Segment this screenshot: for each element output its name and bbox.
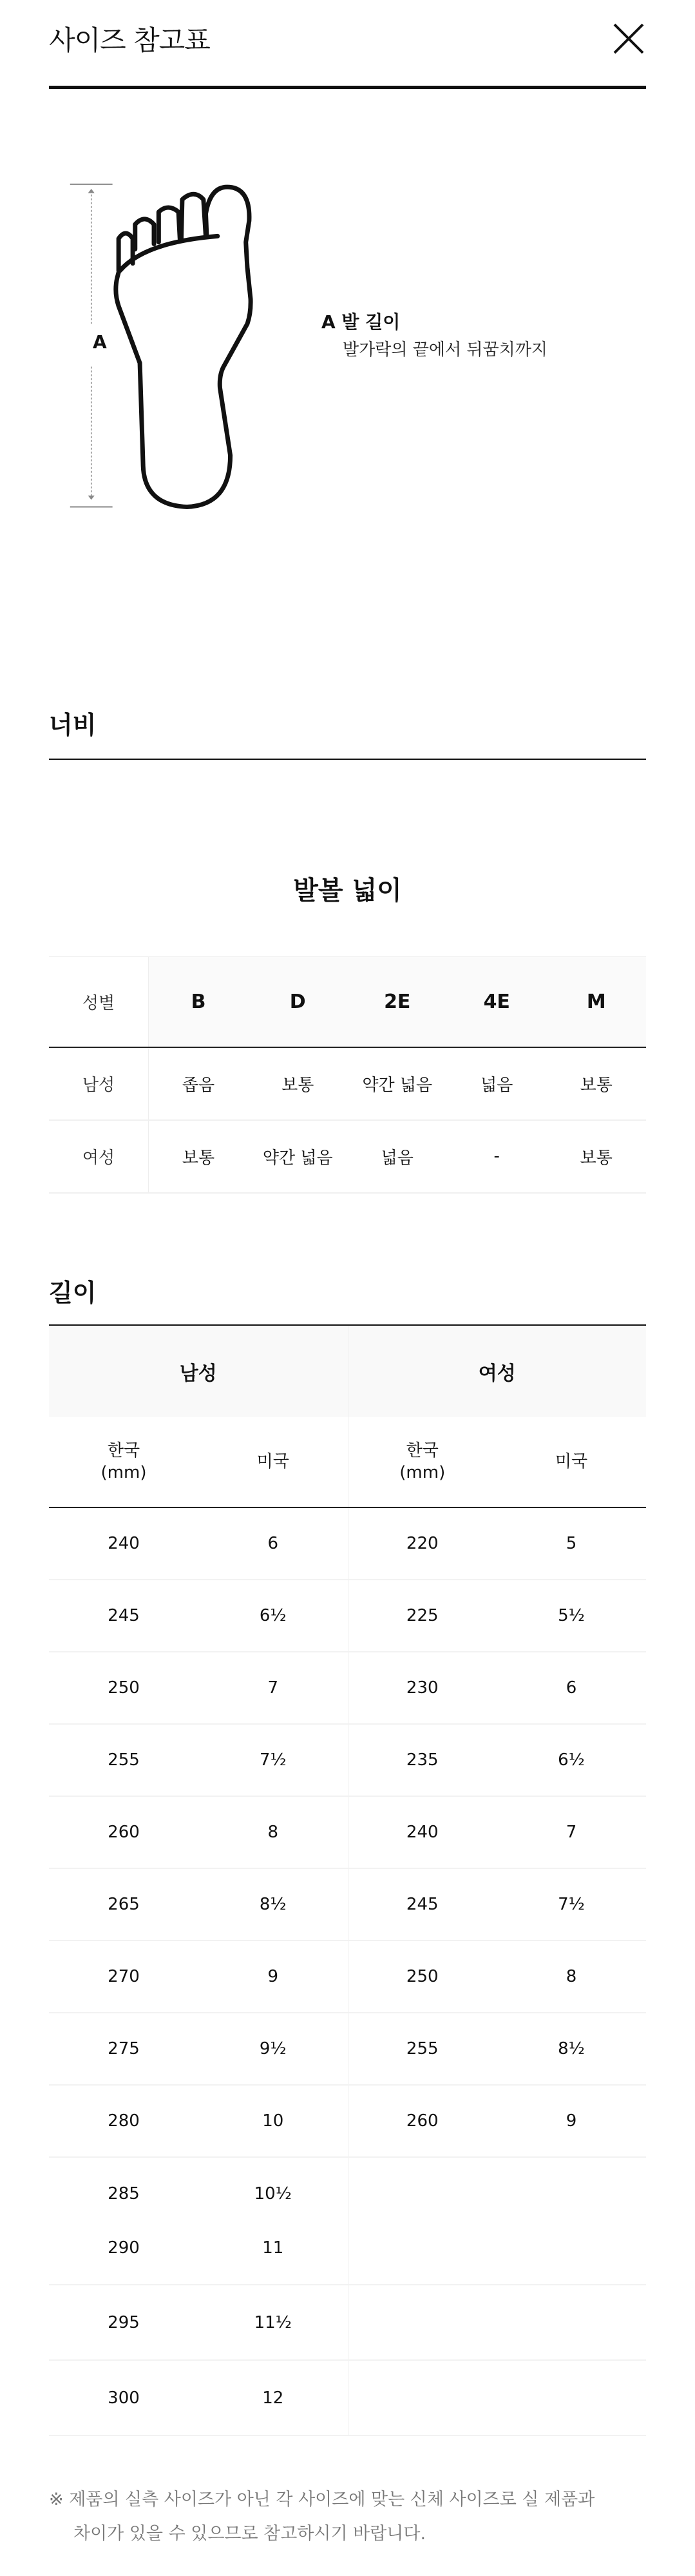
column-header: D [248,957,348,1047]
women-us-cell-value: 9 [566,2111,577,2131]
table-cell: 보통 [281,1075,314,1095]
column-header: 성별 [49,957,149,1047]
length-table [49,1326,646,2436]
men-kr-cell-value: 245 [108,1606,140,1625]
footnote-line: 차이가 있을 수 있으므로 참고하시기 바랍니다. [73,2524,426,2544]
gender-cell: 남성 [49,1047,149,1120]
women-us-cell-value: 8½ [558,2039,585,2058]
men-us-cell-value: 6½ [259,1606,287,1625]
table-cell: 좁음 [182,1075,215,1095]
men-kr-cell-value: 295 [108,2312,140,2332]
men-us-cell [198,1580,348,1652]
kr-label: 한국 [406,1440,439,1460]
column-header: 4E [447,957,547,1047]
men-kr-cell [49,2285,198,2360]
men-us-cell [198,1941,348,2013]
men-us-cell-value: 9½ [259,2039,287,2058]
width-table-header [49,957,646,1047]
column-header-kr [348,1417,497,1507]
men-kr-cell [49,2085,198,2157]
table-cell: 넓음 [481,1075,513,1095]
women-us-cell [497,2085,646,2157]
table-row [49,2013,646,2085]
women-us-cell [497,1941,646,2013]
length-sub-header [49,1417,646,1507]
table-cell: 보통 [580,1075,613,1095]
women-us-cell-value: 8 [566,1967,577,1986]
table-row [49,2360,646,2436]
empty-cell [348,2285,646,2360]
men-us-cell [198,2157,348,2285]
men-kr-cell [49,1941,198,2013]
column-header-us: 미국 [198,1417,348,1507]
header-divider [49,86,646,89]
men-kr-cell-value: 290 [108,2238,140,2258]
men-us-cell-value: 6 [267,1534,279,1553]
women-kr-cell-value: 250 [406,1967,439,1986]
men-us-cell-value: 7½ [259,1750,287,1770]
women-kr-cell [348,1868,497,1941]
length-heading: 길이 [49,1279,97,1307]
men-us-cell [198,1652,348,1724]
women-kr-cell [348,1796,497,1868]
width-divider [49,759,646,760]
men-kr-cell [49,1724,198,1796]
women-kr-cell-value: 260 [406,2111,439,2131]
table-row [49,1796,646,1868]
men-kr-cell-value: 275 [108,2039,140,2058]
women-kr-cell [348,1652,497,1724]
women-us-cell [497,1507,646,1580]
men-us-cell-value: 9 [267,1967,279,1986]
table-row [49,2085,646,2157]
close-button[interactable] [611,21,647,57]
foot-diagram [64,182,258,510]
men-us-cell-value: 8 [267,1823,279,1842]
men-kr-cell-value: 285 [108,2184,140,2203]
women-us-cell-value: 7½ [558,1895,585,1914]
men-us-cell-value: 10½ [254,2184,292,2203]
men-kr-cell [49,1652,198,1724]
page-title: 사이즈 참고표 [49,24,210,56]
table-cell: 약간 넓음 [262,1148,333,1168]
table-row [49,1941,646,2013]
women-us-cell [497,1580,646,1652]
women-us-cell-value: 7 [566,1823,577,1842]
women-kr-cell [348,2085,497,2157]
women-kr-cell-value: 245 [406,1895,439,1914]
men-us-cell-value: 10 [262,2111,284,2131]
kr-unit: (mm) [100,1462,147,1482]
men-us-cell [198,1796,348,1868]
men-kr-cell-value: 260 [108,1823,140,1842]
column-header: 2E [348,957,448,1047]
group-header-women: 여성 [478,1362,516,1385]
table-row [49,2285,646,2360]
women-us-cell [497,2013,646,2085]
men-kr-cell-value: 265 [108,1895,140,1914]
men-kr-cell-value: 255 [108,1750,140,1770]
women-us-cell-value: 6 [566,1678,577,1698]
men-us-cell [198,2360,348,2436]
men-kr-cell [49,1507,198,1580]
women-kr-cell-value: 240 [406,1823,439,1842]
women-kr-cell [348,1580,497,1652]
men-kr-cell [49,1868,198,1941]
width-table-title: 발볼 넓이 [293,876,402,905]
women-us-cell-value: 5½ [558,1606,585,1625]
men-us-cell-value: 12 [262,2388,284,2408]
table-row [49,1507,646,1580]
men-kr-cell [49,1796,198,1868]
close-icon [611,21,647,57]
men-kr-cell [49,2013,198,2085]
foot-length-description: 발가락의 끝에서 뒤꿈치까지 [343,340,547,360]
women-kr-cell [348,2013,497,2085]
women-kr-cell-value: 235 [406,1750,439,1770]
men-kr-cell-value: 270 [108,1967,140,1986]
women-kr-cell-value: 225 [406,1606,439,1625]
men-kr-cell [49,1580,198,1652]
women-kr-cell [348,1724,497,1796]
table-cell: 약간 넓음 [362,1075,433,1095]
men-us-cell [198,1724,348,1796]
group-header-men: 남성 [49,1326,348,1417]
men-us-cell [198,2085,348,2157]
kr-unit: (mm) [399,1462,446,1482]
men-kr-cell-value: 240 [108,1534,140,1553]
women-kr-cell-value: 230 [406,1678,439,1698]
width-heading: 너비 [49,711,97,739]
foot-marker-label: A [93,331,107,353]
table-cell: 보통 [182,1148,215,1168]
column-header: M [547,957,647,1047]
kr-label: 한국 [107,1440,140,1460]
women-us-cell [497,1796,646,1868]
women-kr-cell-value: 255 [406,2039,439,2058]
length-group-header [49,1326,646,1417]
column-header-kr [49,1417,198,1507]
table-cell: - [493,1147,500,1166]
table-row [49,1120,646,1193]
men-us-cell [198,2013,348,2085]
table-row [49,2157,646,2285]
women-kr-cell-value: 220 [406,1534,439,1553]
width-table [49,956,646,1194]
women-us-cell [497,1868,646,1941]
table-cell: 넓음 [381,1148,414,1168]
empty-cell [348,2157,646,2285]
women-us-cell [497,1724,646,1796]
women-us-cell-value: 6½ [558,1750,585,1770]
footnote [49,2483,646,2551]
men-kr-cell [49,2157,198,2285]
women-us-cell [497,1652,646,1724]
men-kr-cell-value: 250 [108,1678,140,1698]
gender-cell: 여성 [49,1120,149,1193]
column-header-us: 미국 [555,1451,588,1471]
men-us-cell [198,2285,348,2360]
men-us-cell [198,1868,348,1941]
table-row [49,1580,646,1652]
foot-length-label: A 발 길이 [321,311,401,333]
men-kr-cell-value: 280 [108,2111,140,2131]
column-header: B [149,957,249,1047]
empty-cell [348,2360,646,2436]
table-cell: 보통 [580,1148,613,1168]
men-us-cell-value: 8½ [259,1895,287,1914]
women-kr-cell [348,1507,497,1580]
men-us-cell-value: 11 [262,2238,284,2258]
table-row [49,1868,646,1941]
men-kr-cell [49,2360,198,2436]
footnote-line: ※ 제품의 실측 사이즈가 아닌 각 사이즈에 맞는 신체 사이즈로 실 제품과 [49,2490,595,2510]
men-us-cell [198,1507,348,1580]
women-kr-cell [348,1941,497,2013]
men-us-cell-value: 7 [267,1678,279,1698]
table-row [49,1047,646,1120]
table-row [49,1652,646,1724]
women-us-cell-value: 5 [566,1534,577,1553]
table-row [49,1724,646,1796]
men-kr-cell-value: 300 [108,2388,140,2408]
men-us-cell-value: 11½ [254,2312,292,2332]
